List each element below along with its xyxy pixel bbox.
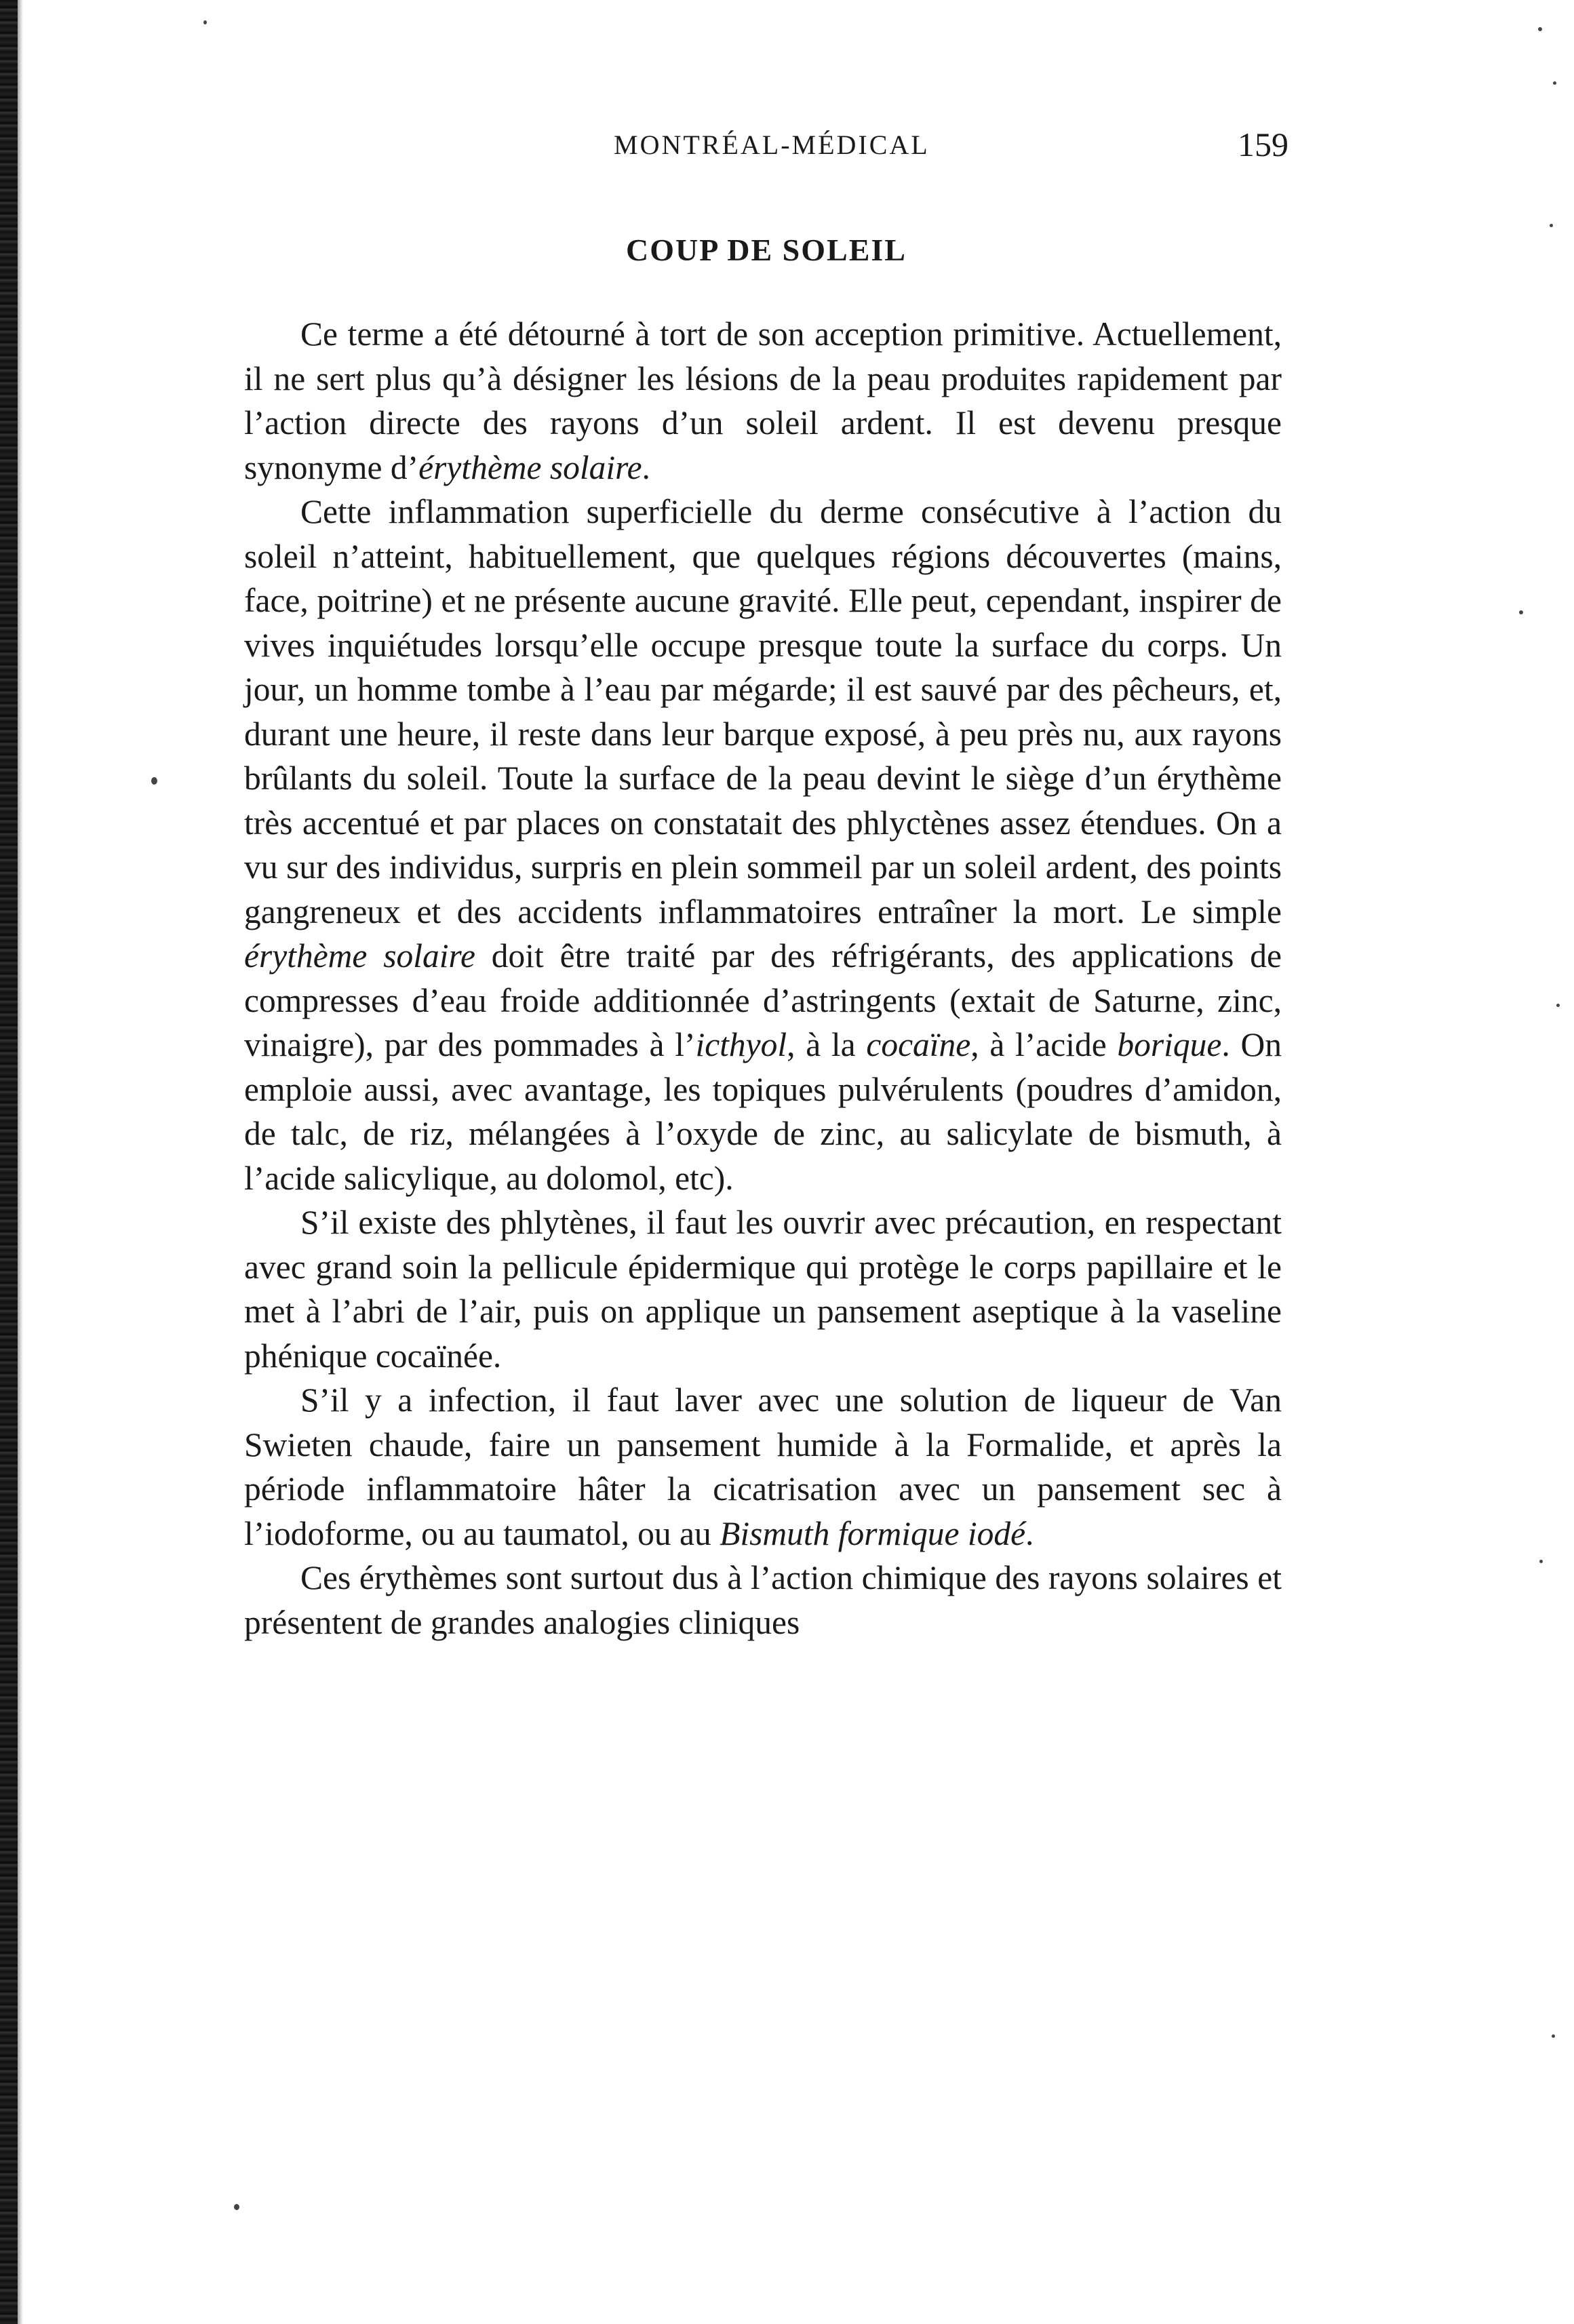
scan-speckle (151, 777, 157, 785)
italic-term: icthyol (695, 1026, 787, 1063)
binding-edge (0, 0, 18, 2324)
paragraph (244, 1200, 1282, 1378)
scan-speckle (1550, 224, 1553, 227)
italic-term: érythème solaire (244, 937, 475, 974)
text-run: Ces érythèmes sont surtout dus à l’action chimique des rayons solaires et présentent de grandes analogies cliniques (244, 1559, 1282, 1641)
page-number: 159 (1238, 125, 1288, 163)
text-run: doit être traité par des réfrigérants, des applications de compresses d’eau froide additionnée d’astringents (extait de Saturne, zinc, vinaigre), par des pommades à l’ (244, 937, 1282, 1063)
text-run: . (1025, 1514, 1034, 1552)
scan-speckle (1519, 610, 1523, 614)
text-run: . (642, 448, 650, 486)
scan-speckle (1552, 2034, 1555, 2038)
italic-term: borique (1117, 1026, 1222, 1063)
text-run: S’il y a infection, il faut laver avec une solution de liqueur de Van Swieten chaude, faire un pansement humide à la Formalide, et après la période inflammatoire hâter la cicatrisation avec un pansement sec à l’iodoforme, ou au taumatol, ou au (244, 1381, 1282, 1552)
italic-term: cocaïne (866, 1026, 971, 1063)
scan-speckle (1556, 1004, 1560, 1007)
italic-term: érythème solaire (418, 448, 642, 486)
paragraph (244, 312, 1282, 490)
text-run: S’il existe des phlytènes, il faut les ouvrir avec précaution, en respectant avec grand soin la pellicule épidermique qui protège le corps papillaire et le met à l’abri de l’air, puis on applique un pansement aseptique à la vaseline phénique cocaïnée. (244, 1204, 1282, 1375)
text-run: Ce terme a été détourné à tort de son acception primitive. Actuellement, il ne sert plus qu’à désigner les lésions de la peau produites rapidement par l’action directe des rayons d’un soleil ardent. Il est devenu presque synonyme d’ (244, 315, 1282, 486)
article-title: COUP DE SOLEIL (626, 233, 907, 267)
paragraph (244, 1556, 1282, 1644)
scan-speckle (1553, 81, 1556, 85)
journal-name: MONTRÉAL-MÉDICAL (614, 130, 930, 160)
scan-speckle (203, 20, 207, 24)
paragraph (244, 1378, 1282, 1556)
text-run: , à la (787, 1026, 867, 1063)
scan-speckle (1538, 27, 1542, 31)
article-body (244, 312, 1282, 1644)
scan-speckle (1539, 1560, 1543, 1563)
scan-speckle (234, 2204, 239, 2210)
text-run: . On emploie aussi, avec avantage, les topiques pulvérulents (poudres d’amidon, de talc, de riz, mélangées à l’oxyde de zinc, au salicylate de bismuth, à l’acide salicylique, au dolomol, etc). (244, 1026, 1282, 1197)
running-head (244, 125, 1288, 170)
text-run: Cette inflammation superficielle du derme consécutive à l’action du soleil n’atteint, habituellement, que quelques régions découvertes (mains, face, poitrine) et ne présente aucune gravité. Elle peut, cependant, inspirer de vives inquiétudes lorsqu’elle occupe presque toute la surface du corps. Un jour, un homme tombe à l’eau par mégarde; il est sauvé par des pêcheurs, et, durant une heure, il reste dans leur barque exposé, à peu près nu, aux rayons brûlants du soleil. Toute la surface de la peau devint le siège d’un érythème très accentué et par places on constatait des phlyctènes assez étendues. On a vu sur des individus, surpris en plein sommeil par un soleil ardent, des points gangreneux et des accidents inflammatoires entraîner la mort. Le simple (244, 493, 1282, 930)
paragraph (244, 490, 1282, 1200)
text-run: , à l’acide (970, 1026, 1118, 1063)
italic-term: Bismuth formique iodé (720, 1514, 1026, 1552)
binding-shadow (18, 0, 23, 2324)
